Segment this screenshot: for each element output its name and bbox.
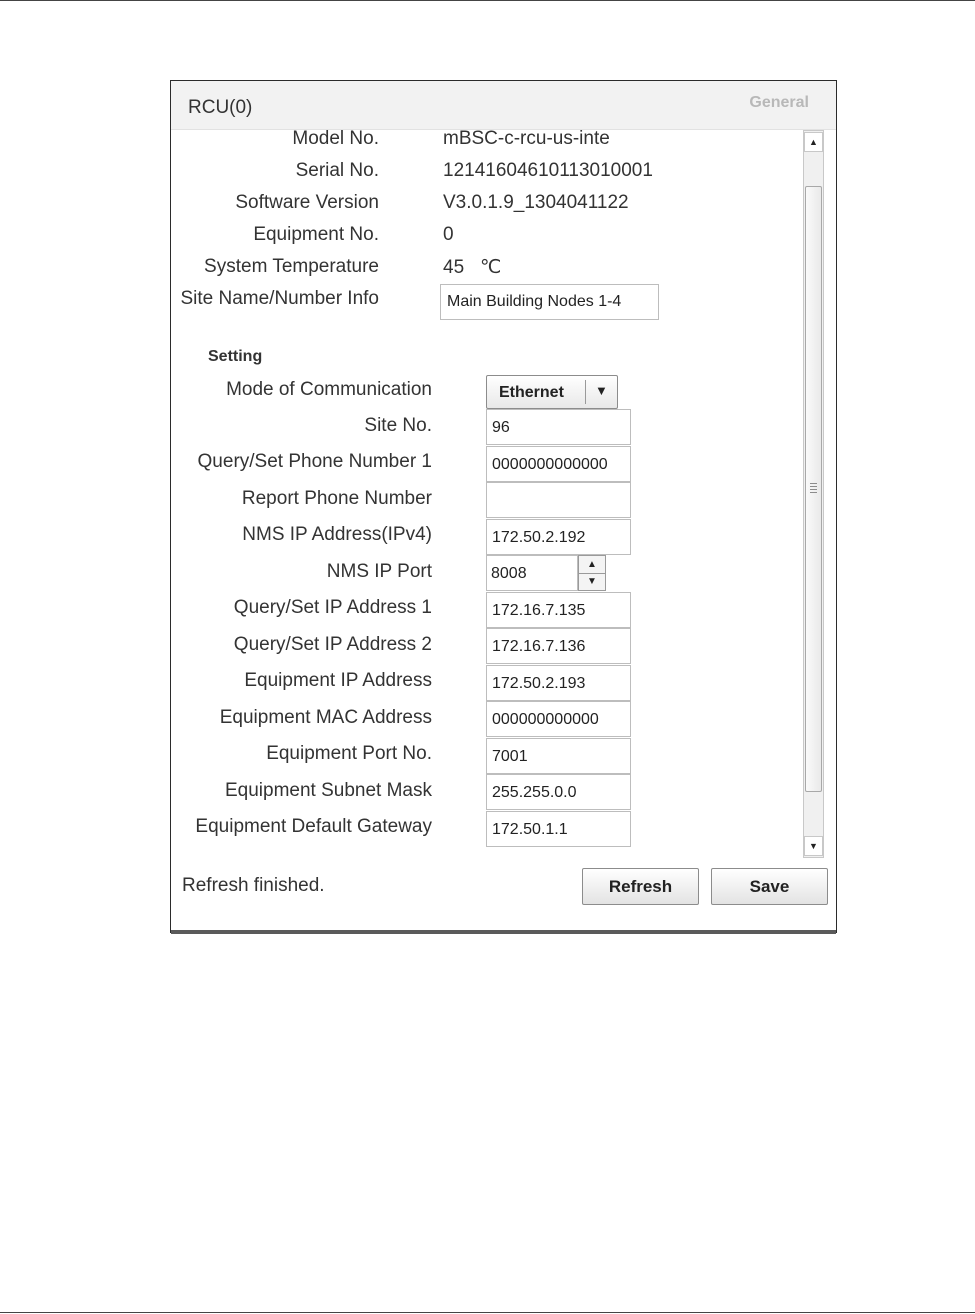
query-ip-1-input[interactable]: 172.16.7.135: [486, 592, 631, 628]
save-button[interactable]: Save: [711, 868, 828, 905]
software-version-label: Software Version: [235, 192, 379, 213]
software-version-value: V3.0.1.9_1304041122: [443, 192, 629, 213]
site-no-label: Site No.: [364, 415, 432, 436]
grip-icon: [810, 483, 817, 493]
model-no-value: mBSC-c-rcu-us-inte: [443, 130, 610, 149]
mode-of-communication-select[interactable]: [486, 375, 618, 409]
vertical-scrollbar[interactable]: [803, 130, 824, 858]
query-ip-1-label: Query/Set IP Address 1: [233, 597, 432, 618]
status-message: Refresh finished.: [182, 875, 325, 896]
equipment-ip-input[interactable]: 172.50.2.193: [486, 665, 631, 701]
query-ip-2-input[interactable]: 172.16.7.136: [486, 628, 631, 664]
setting-section-title: Setting: [208, 348, 263, 365]
nms-port-stepper: [578, 555, 606, 591]
select-divider: [585, 380, 586, 404]
serial-no-label: Serial No.: [295, 160, 379, 181]
mode-selected-value: Ethernet: [499, 384, 564, 401]
dialog-footer: [171, 858, 836, 934]
dialog-title: RCU(0): [188, 97, 253, 118]
query-ip-2-label: Query/Set IP Address 2: [233, 634, 432, 655]
subnet-mask-input[interactable]: 255.255.0.0: [486, 774, 631, 810]
nms-port-input[interactable]: 8008: [486, 555, 578, 591]
page-top-rule: [0, 0, 975, 1]
dialog-header: [171, 81, 836, 130]
equipment-mac-label: Equipment MAC Address: [219, 707, 432, 728]
site-no-input[interactable]: 96: [486, 409, 631, 445]
query-phone-1-label: Query/Set Phone Number 1: [197, 451, 432, 472]
settings-content: [171, 130, 801, 858]
equipment-ip-label: Equipment IP Address: [244, 670, 432, 691]
mode-of-communication-label: Mode of Communication: [226, 379, 432, 400]
footer-bar: [171, 930, 836, 934]
spin-up-icon[interactable]: ▲: [579, 556, 605, 574]
scroll-down-icon[interactable]: ▼: [804, 836, 823, 856]
model-no-label: Model No.: [292, 130, 379, 149]
tab-general[interactable]: General: [749, 94, 809, 111]
equipment-mac-input[interactable]: 000000000000: [486, 701, 631, 737]
query-phone-1-input[interactable]: 0000000000000: [486, 446, 631, 482]
equipment-port-label: Equipment Port No.: [266, 743, 432, 764]
equipment-port-input[interactable]: 7001: [486, 738, 631, 774]
equipment-no-value: 0: [443, 224, 454, 245]
nms-ip-label: NMS IP Address(IPv4): [242, 524, 432, 545]
system-temperature-value: 45 ℃: [443, 257, 502, 278]
site-name-input[interactable]: Main Building Nodes 1-4: [440, 284, 659, 320]
rcu-dialog: [170, 80, 837, 933]
default-gateway-label: Equipment Default Gateway: [195, 816, 432, 837]
equipment-no-label: Equipment No.: [253, 224, 379, 245]
refresh-button[interactable]: Refresh: [582, 868, 699, 905]
page-bottom-rule: [0, 1312, 975, 1313]
scroll-thumb[interactable]: [805, 186, 822, 792]
scroll-up-icon[interactable]: ▲: [804, 132, 823, 152]
spin-down-icon[interactable]: ▼: [587, 576, 597, 587]
subnet-mask-label: Equipment Subnet Mask: [224, 780, 432, 801]
report-phone-input[interactable]: [486, 482, 631, 518]
site-name-label: Site Name/Number Info: [180, 288, 379, 309]
default-gateway-input[interactable]: 172.50.1.1: [486, 811, 631, 847]
system-temperature-label: System Temperature: [204, 256, 379, 277]
chevron-down-icon[interactable]: ▼: [595, 383, 608, 398]
report-phone-label: Report Phone Number: [241, 488, 432, 509]
serial-no-value: 12141604610113010001: [443, 160, 653, 181]
nms-port-label: NMS IP Port: [326, 561, 432, 582]
nms-ip-input[interactable]: 172.50.2.192: [486, 519, 631, 555]
